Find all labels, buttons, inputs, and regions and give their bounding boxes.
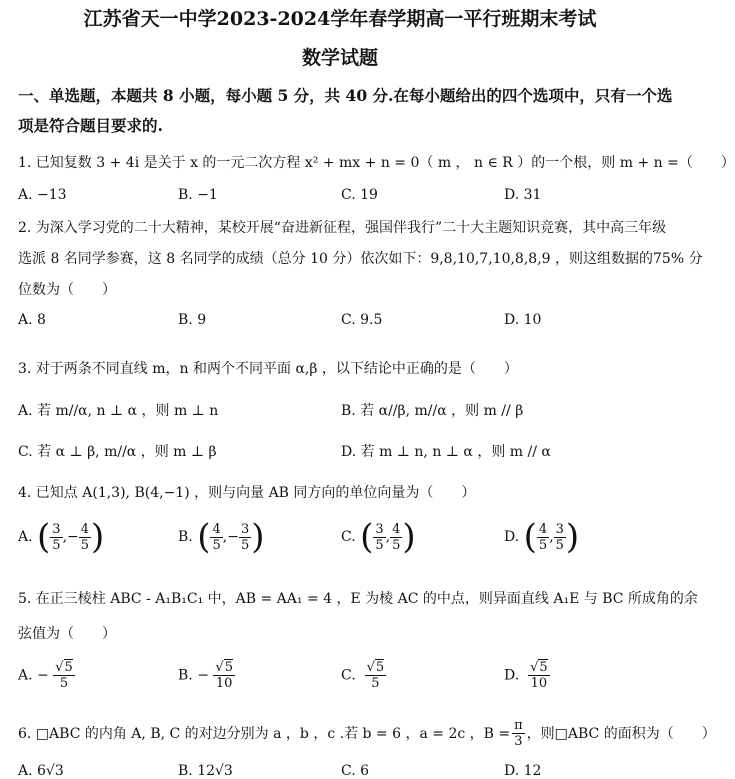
question-4-text: 4. 已知点 A(1,3), B(4,−1) ，则与向量 AB 同方向的单位向量为（ ） bbox=[18, 485, 476, 501]
question-6-text bbox=[18, 718, 716, 749]
q5-a-sign: − bbox=[37, 667, 49, 684]
question-1-text: 1. 已知复数 3 + 4i 是关于 x 的一元二次方程 x² + mx + n = 0（ m ， n ∈ R ）的一个根，则 m + n =（ ） bbox=[18, 155, 735, 171]
q4-option-c-label: C. bbox=[341, 529, 356, 545]
question-3-text: 3. 对于两条不同直线 m，n 和两个不同平面 α,β ，以下结论中正确的是（ ） bbox=[18, 361, 518, 377]
section-instructions-line1: 一、单选题，本题共 8 小题，每小题 5 分，共 40 分.在每小题给出的四个选项中，只有一个选 bbox=[18, 86, 673, 105]
q1-option-b: B. −1 bbox=[178, 187, 218, 203]
q4-d-fraction-2: $\frac{3}{5}$ bbox=[555, 521, 564, 553]
q5-option-d bbox=[504, 660, 550, 691]
q4-c-fraction-2: $\frac{4}{5}$ bbox=[392, 521, 401, 553]
q4-option-a-label: A. bbox=[18, 529, 33, 545]
question-2-line3: 位数为（ ） bbox=[18, 282, 116, 298]
q5-b-fraction: $\frac{√5}{10}$ bbox=[215, 660, 233, 691]
q4-option-b: B. ( $\frac{4}{5}$ ,− $\frac{3}{5}$ ) bbox=[178, 517, 265, 557]
section-instructions-line2: 项是符合题目要求的. bbox=[18, 116, 163, 135]
q5-option-d-label: D. bbox=[504, 667, 520, 684]
q6-fraction: $\frac{\pi}{3}$ bbox=[514, 718, 523, 749]
q5-b-sign: − bbox=[197, 667, 209, 684]
q4-d-separator: , bbox=[549, 529, 554, 545]
q5-c-fraction: $\frac{√5}{5}$ bbox=[366, 660, 385, 691]
q5-option-c bbox=[341, 660, 386, 691]
q6-option-b: B. 12√3 bbox=[178, 763, 233, 779]
q4-option-b-label: B. bbox=[178, 529, 193, 545]
q1-option-d: D. 31 bbox=[504, 187, 542, 203]
q4-c-fraction-1: $\frac{3}{5}$ bbox=[375, 521, 384, 553]
q5-option-a bbox=[18, 660, 75, 691]
q4-a-separator: ,− bbox=[62, 529, 79, 545]
q2-option-d: D. 10 bbox=[504, 312, 542, 328]
q4-b-fraction-1: $\frac{4}{5}$ bbox=[212, 521, 221, 553]
q3-option-d: D. 若 m ⊥ n, n ⊥ α ，则 m // α bbox=[341, 444, 551, 460]
question-6-text-part2: ，则□ABC 的面积为（ ） bbox=[526, 725, 716, 742]
q4-option-d-label: D. bbox=[504, 529, 520, 545]
q6-option-d: D. 12 bbox=[504, 763, 542, 779]
q5-a-fraction: $\frac{√5}{5}$ bbox=[55, 660, 73, 691]
q5-option-c-label: C. bbox=[341, 667, 356, 684]
q3-option-c: C. 若 α ⊥ β, m//α ，则 m ⊥ β bbox=[18, 444, 217, 460]
question-2-line1: 2. 为深入学习党的二十大精神，某校开展“奋进新征程，强国伴我行”二十大主题知识竞赛，其中高三年级 bbox=[18, 220, 667, 236]
q4-b-separator: ,− bbox=[222, 529, 239, 545]
q5-d-fraction: $\frac{√5}{10}$ bbox=[530, 660, 548, 691]
question-5-line2: 弦值为（ ） bbox=[18, 626, 116, 642]
q1-option-a: A. −13 bbox=[18, 187, 67, 203]
exam-subtitle: 数学试题 bbox=[301, 47, 378, 69]
q2-option-b: B. 9 bbox=[178, 312, 207, 328]
q6-option-a: A. 6√3 bbox=[18, 763, 64, 779]
q6-option-c: C. 6 bbox=[341, 763, 370, 779]
q3-option-a: A. 若 m//α, n ⊥ α ，则 m ⊥ n bbox=[18, 403, 219, 419]
q2-option-a: A. 8 bbox=[18, 312, 46, 328]
question-6-text-part1: 6. □ABC 的内角 A, B, C 的对边分别为 a ，b ，c .若 b = 6 ，a = 2c ，B = bbox=[18, 725, 511, 742]
q1-option-c: C. 19 bbox=[341, 187, 378, 203]
q4-option-a: A. ( $\frac{3}{5}$ ,− $\frac{4}{5}$ ) bbox=[18, 517, 105, 557]
exam-title: 江苏省天一中学2023-2024学年春学期高一平行班期末考试 bbox=[83, 8, 597, 30]
q4-c-separator: , bbox=[385, 529, 391, 545]
q5-option-b bbox=[178, 660, 235, 691]
q4-a-fraction-1: $\frac{3}{5}$ bbox=[52, 521, 61, 553]
q4-option-d: D. ( $\frac{4}{5}$ , $\frac{3}{5}$ ) bbox=[504, 517, 580, 557]
q4-b-fraction-2: $\frac{3}{5}$ bbox=[240, 521, 250, 553]
q5-option-a-label: A. bbox=[18, 667, 33, 684]
q5-option-b-label: B. bbox=[178, 667, 193, 684]
question-2-line2: 选派 8 名同学参赛，这 8 名同学的成绩（总分 10 分）依次如下：9,8,10,7,10,8,8,9 ，则这组数据的75% 分 bbox=[18, 251, 703, 267]
q4-a-fraction-2: $\frac{4}{5}$ bbox=[80, 521, 90, 553]
question-5-line1: 5. 在正三棱柱 ABC - A₁B₁C₁ 中，AB = AA₁ = 4 ，E 为棱 AC 的中点，则异面直线 A₁E 与 BC 所成角的余 bbox=[18, 591, 698, 607]
q2-option-c: C. 9.5 bbox=[341, 312, 383, 328]
q4-option-c: C. ( $\frac{3}{5}$ , $\frac{4}{5}$ ) bbox=[341, 517, 416, 557]
q3-option-b: B. 若 α//β, m//α ，则 m // β bbox=[341, 403, 524, 419]
q4-d-fraction-1: $\frac{4}{5}$ bbox=[538, 521, 548, 553]
